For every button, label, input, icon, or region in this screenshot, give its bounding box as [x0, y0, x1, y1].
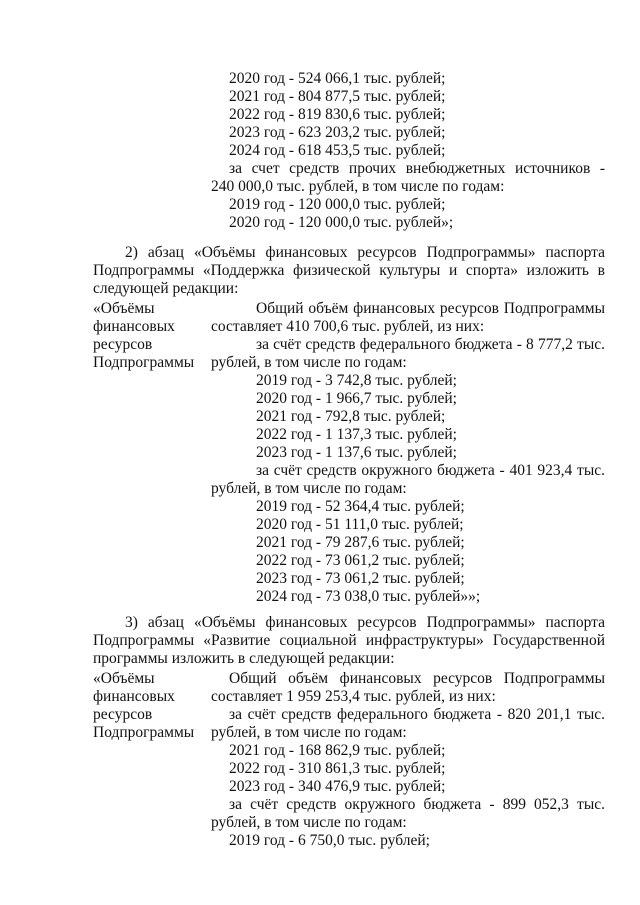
- year-line: 2019 год - 6 750,0 тыс. рублей;: [229, 832, 430, 849]
- year-line: 2023 год - 340 476,9 тыс. рублей;: [229, 778, 446, 795]
- federal-budget-line: рублей, в том числе по годам:: [211, 354, 407, 371]
- district-budget-line: рублей, в том числе по годам:: [211, 480, 407, 497]
- year-line: 2022 год - 819 830,6 тыс. рублей;: [229, 106, 446, 123]
- total-volume-line: Общий объём финансовых ресурсов Подпрограммы: [256, 300, 605, 317]
- passport-label: финансовых: [93, 318, 175, 335]
- year-line: 2020 год - 120 000,0 тыс. рублей»;: [229, 214, 454, 231]
- year-line: 2020 год - 51 111,0 тыс. рублей;: [256, 516, 464, 533]
- item-2-paragraph: 2) абзац «Объёмы финансовых ресурсов Подпрограммы» паспорта: [125, 244, 605, 261]
- total-volume-line: составляет 1 959 253,4 тыс. рублей, из них:: [211, 688, 496, 705]
- federal-budget-line: рублей, в том числе по годам:: [211, 724, 407, 741]
- year-line: 2021 год - 79 287,6 тыс. рублей;: [256, 534, 465, 551]
- passport-label: Подпрограммы: [93, 354, 195, 371]
- total-volume-line: составляет 410 700,6 тыс. рублей, из них:: [211, 318, 485, 335]
- year-line: 2023 год - 623 203,2 тыс. рублей;: [229, 124, 446, 141]
- year-line: 2022 год - 310 861,3 тыс. рублей;: [229, 760, 446, 777]
- item-3-paragraph: программы изложить в следующей редакции:: [93, 650, 395, 667]
- total-volume-line: Общий объём финансовых ресурсов Подпрограммы: [229, 670, 605, 687]
- year-line: 2019 год - 120 000,0 тыс. рублей;: [229, 196, 446, 213]
- federal-budget-line: за счёт средств федерального бюджета - 8 777,2 тыс.: [256, 336, 605, 353]
- district-budget-line: за счёт средств окружного бюджета - 899 052,3 тыс.: [229, 796, 605, 813]
- year-line: 2023 год - 1 137,6 тыс. рублей;: [256, 444, 457, 461]
- passport-label: финансовых: [93, 688, 175, 705]
- year-line: 2021 год - 792,8 тыс. рублей;: [256, 408, 446, 425]
- year-line: 2022 год - 1 137,3 тыс. рублей;: [256, 426, 457, 443]
- year-line: 2021 год - 804 877,5 тыс. рублей;: [229, 88, 446, 105]
- item-2-paragraph: Подпрограммы «Поддержка физической культуры и спорта» изложить в: [93, 262, 605, 279]
- other-sources-line: 240 000,0 тыс. рублей, в том числе по годам:: [211, 178, 505, 195]
- passport-label: ресурсов: [93, 336, 153, 353]
- year-line: 2019 год - 52 364,4 тыс. рублей;: [256, 498, 465, 515]
- passport-label: Подпрограммы: [93, 724, 195, 741]
- year-line: 2022 год - 73 061,2 тыс. рублей;: [256, 552, 465, 569]
- year-line: 2024 год - 73 038,0 тыс. рублей»»;: [256, 588, 481, 605]
- year-line: 2021 год - 168 862,9 тыс. рублей;: [229, 742, 446, 759]
- passport-label: «Объёмы: [93, 670, 155, 687]
- passport-label: ресурсов: [93, 706, 153, 723]
- passport-label: «Объёмы: [93, 300, 155, 317]
- year-line: 2020 год - 524 066,1 тыс. рублей;: [229, 70, 446, 87]
- item-3-paragraph: 3) абзац «Объёмы финансовых ресурсов Подпрограммы» паспорта: [125, 614, 605, 631]
- district-budget-line: за счёт средств окружного бюджета - 401 923,4 тыс.: [256, 462, 605, 479]
- federal-budget-line: за счёт средств федерального бюджета - 820 201,1 тыс.: [229, 706, 605, 723]
- other-sources-line: за счет средств прочих внебюджетных источников -: [229, 160, 605, 177]
- year-line: 2023 год - 73 061,2 тыс. рублей;: [256, 570, 465, 587]
- item-3-paragraph: Подпрограммы «Развитие социальной инфраструктуры» Государственной: [93, 632, 605, 649]
- year-line: 2019 год - 3 742,8 тыс. рублей;: [256, 372, 457, 389]
- year-line: 2020 год - 1 966,7 тыс. рублей;: [256, 390, 457, 407]
- year-line: 2024 год - 618 453,5 тыс. рублей;: [229, 142, 446, 159]
- district-budget-line: рублей, в том числе по годам:: [211, 814, 407, 831]
- item-2-paragraph: следующей редакции:: [93, 280, 239, 297]
